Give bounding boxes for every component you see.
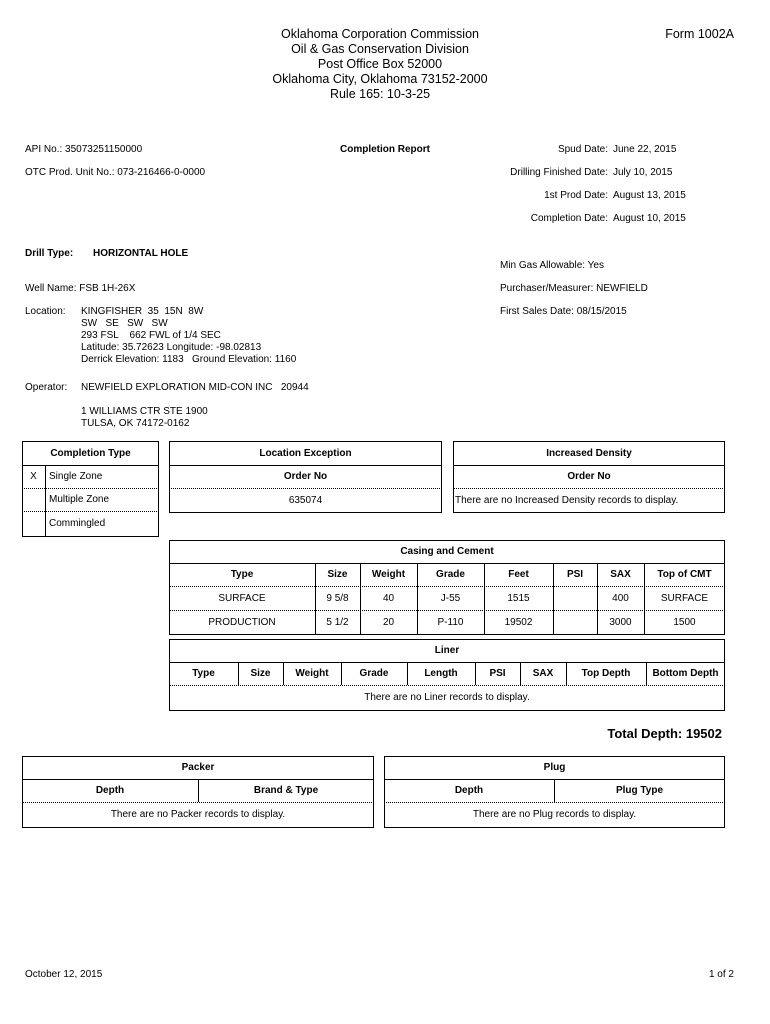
single-zone-mark: X [30,471,37,482]
header-po-box: Post Office Box 52000 [317,57,443,71]
plug-col-plug-type: Plug Type [615,785,664,796]
plug-title: Plug [543,762,566,773]
form-number: Form 1002A [665,27,734,41]
casing-col-sax: SAX [610,569,631,580]
header-rule: Rule 165: 10-3-25 [329,87,431,101]
drilling-finished-value: July 10, 2015 [613,167,673,178]
well-name: Well Name: FSB 1H-26X [25,283,136,294]
liner-col-grade: Grade [359,668,389,679]
completion-date-value: August 10, 2015 [613,213,686,224]
spud-date-value: June 22, 2015 [613,144,677,155]
operator-address [81,406,208,430]
increased-density-title: Increased Density [546,447,632,459]
drill-type-value: HORIZONTAL HOLE [93,248,189,259]
header-city: Oklahoma City, Oklahoma 73152-2000 [272,72,488,86]
casing-col-psi: PSI [566,569,584,580]
single-zone-label: Single Zone [49,471,103,482]
liner-empty-message: There are no Liner records to display. [364,691,530,703]
footer-date: October 12, 2015 [25,969,103,980]
footer-page-number: 1 of 2 [708,969,734,980]
plug-empty-message: There are no Plug records to display. [472,808,637,820]
drilling-finished-label: Drilling Finished Date: [510,167,608,178]
address-street: 1 WILLIAMS CTR STE 1900 [81,406,208,417]
multiple-zone-label: Multiple Zone [49,494,110,505]
address-city: TULSA, OK 74172-0162 [81,418,190,429]
location-coordinates: Latitude: 35.72623 Longitude: -98.02813 [81,342,262,353]
first-sales-date: First Sales Date: 08/15/2015 [500,306,627,317]
api-number: API No.: 35073251150000 [25,144,143,155]
packer-title: Packer [181,762,215,773]
drill-type-label: Drill Type: [25,248,74,259]
location-footage: 293 FSL 662 FWL of 1/4 SEC [81,330,221,341]
location-county: KINGFISHER 35 15N 8W [81,306,204,317]
casing-col-weight: Weight [371,569,406,580]
casing-col-feet: Feet [508,569,529,580]
casing-col-size: Size [327,569,348,580]
location-label: Location: [25,306,66,317]
casing-row2-weight: 20 [382,616,395,628]
completion-type-title: Completion Type [50,447,131,459]
min-gas-allowable: Min Gas Allowable: Yes [500,260,604,271]
casing-row1-type: SURFACE [218,592,266,604]
casing-row2-psi [553,610,597,634]
spud-date-label: Spud Date: [557,144,608,155]
casing-row1-feet: 1515 [507,592,530,604]
casing-row1-psi [553,586,597,610]
liner-col-weight: Weight [295,668,329,679]
commingled-mark [22,511,45,536]
liner-title: Liner [434,645,460,656]
casing-row2-feet: 19502 [504,616,533,628]
total-depth: Total Depth: 19502 [607,726,722,741]
liner-col-length: Length [424,668,458,679]
location-elevation: Derrick Elevation: 1183 Ground Elevation: 1160 [81,354,297,365]
packer-empty-message: There are no Packer records to display. [110,808,286,820]
casing-row1-sax: 400 [612,592,629,604]
liner-col-top-depth: Top Depth [581,668,631,679]
casing-row2-grade: P-110 [437,616,464,628]
purchaser-measurer: Purchaser/Measurer: NEWFIELD [500,283,648,294]
casing-row2-top-of-cmt: 1500 [673,616,696,628]
liner-col-psi: PSI [489,668,506,679]
plug-col-depth: Depth [454,785,484,796]
location-exception-order-no: 635074 [288,494,323,506]
first-prod-value: August 13, 2015 [613,190,686,201]
packer-col-depth: Depth [95,785,125,796]
casing-col-type: Type [230,569,254,580]
increased-density-col-order-no: Order No [567,471,611,482]
liner-col-bottom-depth: Bottom Depth [652,668,719,679]
casing-row2-type: PRODUCTION [208,616,276,628]
operator-name: NEWFIELD EXPLORATION MID-CON INC 20944 [81,382,309,393]
location-exception-col-order-no: Order No [283,471,328,482]
casing-row1-top-of-cmt: SURFACE [660,592,709,604]
casing-row2-size: 5 1/2 [326,616,349,628]
liner-col-size: Size [250,668,271,679]
location-exception-title: Location Exception [259,447,352,459]
casing-col-top-of-cmt: Top of CMT [657,569,712,580]
liner-col-sax: SAX [532,668,554,679]
liner-col-type: Type [192,668,215,679]
casing-row2-sax: 3000 [609,616,632,628]
location-quarters: SW SE SW SW [81,318,168,329]
casing-row1-size: 9 5/8 [326,592,349,604]
increased-density-empty: There are no Increased Density records to display. [455,494,679,506]
header-agency: Oklahoma Corporation Commission [281,27,479,41]
report-title: Completion Report [340,144,430,155]
location-block [81,306,296,366]
casing-cement-title: Casing and Cement [400,546,494,557]
casing-row1-weight: 40 [382,592,395,604]
otc-prod-unit: OTC Prod. Unit No.: 073-216466-0-0000 [25,167,206,178]
packer-col-brand-type: Brand & Type [253,785,319,796]
first-prod-label: 1st Prod Date: [544,190,608,201]
header-division: Oil & Gas Conservation Division [291,42,469,56]
casing-row1-grade: J-55 [440,592,461,604]
completion-date-label: Completion Date: [530,213,608,224]
multiple-zone-mark [22,488,45,511]
operator-label: Operator: [25,382,68,393]
commingled-label: Commingled [49,518,106,529]
casing-col-grade: Grade [436,569,465,580]
